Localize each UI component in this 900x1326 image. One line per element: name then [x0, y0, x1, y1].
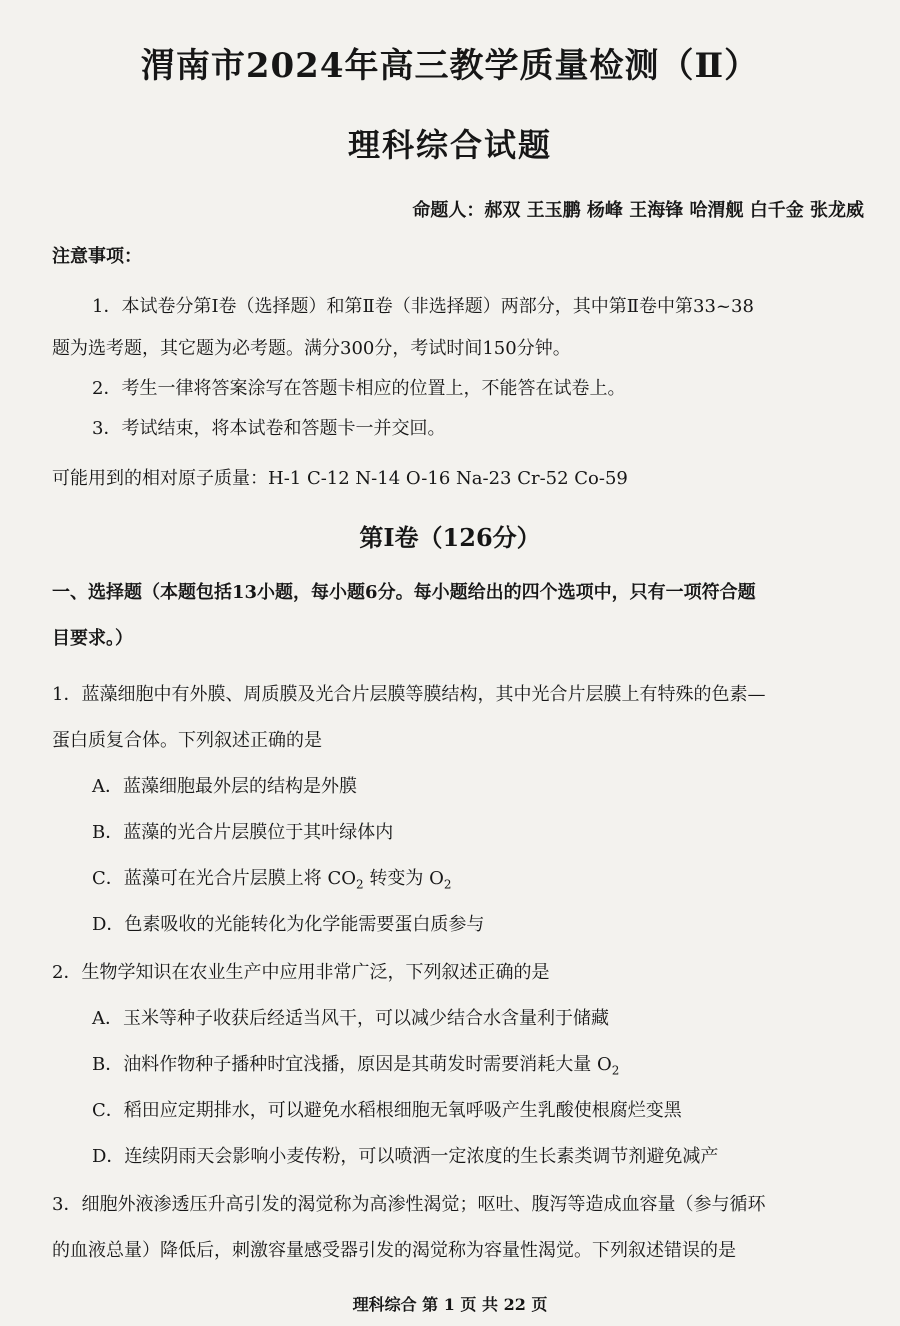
- notice-item-1a: 1．本试卷分第Ⅰ卷（选择题）和第Ⅱ卷（非选择题）两部分，其中第Ⅱ卷中第33~38: [92, 296, 754, 317]
- question-3-stem-b: 的血液总量）降低后，刺激容量感受器引发的渴觉称为容量性渴觉。下列叙述错误的是: [52, 1240, 736, 1261]
- question-2-option-d: D．连续阴雨天会影响小麦传粉，可以喷洒一定浓度的生长素类调节剂避免减产: [92, 1146, 719, 1167]
- page-footer: 理科综合 第 1 页 共 22 页: [352, 1295, 548, 1314]
- question-1-option-b: B．蓝藻的光合片层膜位于其叶绿体内: [92, 822, 394, 843]
- question-1-stem-a: 1．蓝藻细胞中有外膜、周质膜及光合片层膜等膜结构，其中光合片层膜上有特殊的色素—: [52, 684, 766, 705]
- notice-item-3: 3．考试结束，将本试卷和答题卡一并交回。: [92, 418, 446, 439]
- section-instruction-a: 一、选择题（本题包括13小题，每小题6分。每小题给出的四个选项中，只有一项符合题: [52, 582, 756, 603]
- page-title: 渭南市2024年高三教学质量检测（Ⅱ）: [140, 46, 760, 86]
- notice-item-1b: 题为选考题，其它题为必考题。满分300分，考试时间150分钟。: [52, 338, 571, 359]
- section-title: 第Ⅰ卷（126分）: [359, 523, 541, 552]
- question-3-stem-a: 3．细胞外液渗透压升高引发的渴觉称为高渗性渴觉；呕吐、腹泻等造成血容量（参与循环: [52, 1194, 766, 1215]
- authors-line: 命题人：郝双 王玉鹏 杨峰 王海锋 哈渭舰 白千金 张龙威: [412, 200, 864, 221]
- notice-heading: 注意事项：: [52, 246, 142, 267]
- question-2-option-a: A．玉米等种子收获后经适当风干，可以减少结合水含量利于储藏: [92, 1008, 609, 1029]
- section-instruction-b: 目要求。）: [52, 628, 133, 649]
- question-1-option-d: D．色素吸收的光能转化为化学能需要蛋白质参与: [92, 914, 485, 935]
- question-2-stem: 2．生物学知识在农业生产中应用非常广泛，下列叙述正确的是: [52, 962, 550, 983]
- notice-item-2: 2．考生一律将答案涂写在答题卡相应的位置上，不能答在试卷上。: [92, 378, 626, 399]
- question-1-stem-b: 蛋白质复合体。下列叙述正确的是: [52, 730, 322, 751]
- question-2-option-c: C．稻田应定期排水，可以避免水稻根细胞无氧呼吸产生乳酸使根腐烂变黑: [92, 1100, 682, 1121]
- atomic-masses: 可能用到的相对原子质量：H-1 C-12 N-14 O-16 Na-23 Cr-52 Co-59: [52, 468, 628, 489]
- question-2-option-b: B．油料作物种子播种时宜浅播，原因是其萌发时需要消耗大量 $O_2$: [92, 1054, 620, 1078]
- question-1-option-a: A．蓝藻细胞最外层的结构是外膜: [92, 776, 357, 797]
- question-1-option-c: C．蓝藻可在光合片层膜上将 $CO_2$ 转变为 $O_2$: [92, 868, 452, 892]
- page-subtitle: 理科综合试题: [347, 126, 552, 164]
